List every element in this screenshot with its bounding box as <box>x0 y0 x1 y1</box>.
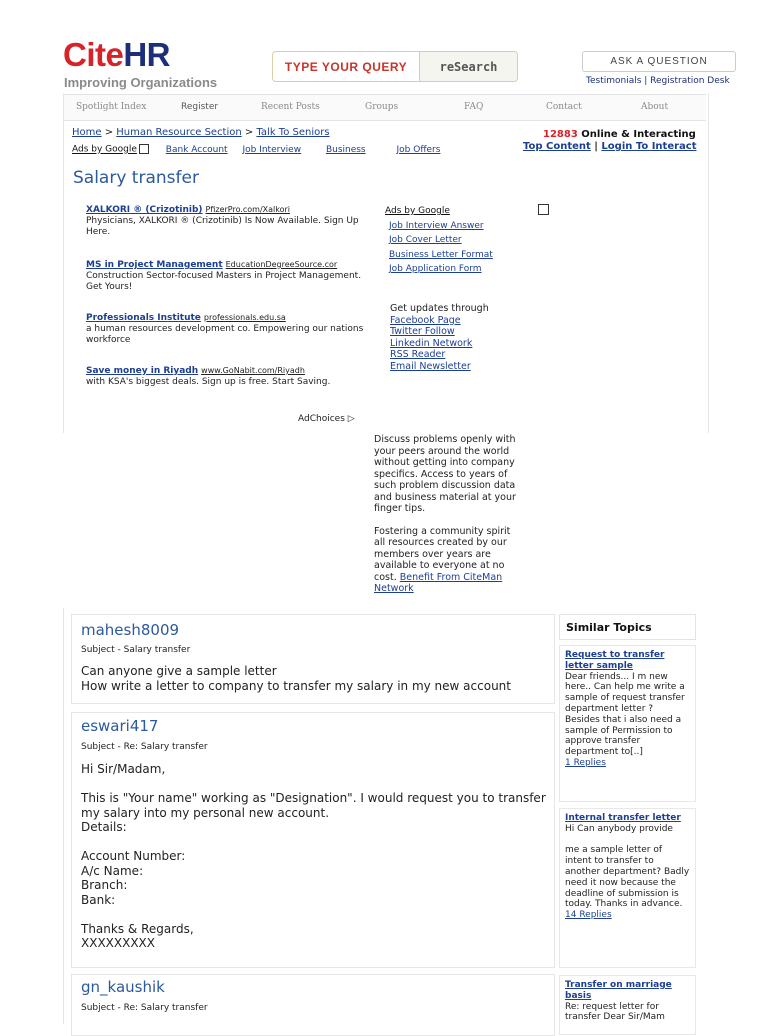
post-subject: Subject - Salary transfer <box>81 645 191 655</box>
ad-link[interactable]: Job Cover Letter <box>389 235 462 245</box>
citeman-link[interactable]: Benefit From CiteMan Network <box>374 571 503 594</box>
post-username[interactable]: mahesh8009 <box>81 621 180 639</box>
similar-topic-text: Dear friends... I m new here.. Can help me write a sample of request transfer department letter ? Besides that i also need a sample of Permission to approve transfer department to[..] <box>565 671 685 758</box>
top-links-2: Top Content | Login To Interact <box>523 141 697 152</box>
ad-title[interactable]: Professionals Institute <box>86 313 201 323</box>
newsletter-link[interactable]: Email Newsletter <box>390 360 471 372</box>
top-content-link[interactable]: Top Content <box>523 141 591 152</box>
similar-topic-text: Hi Can anybody provide me a sample letter of intent to transfer to another department? Badly need it now because the deadline of submission is today. Thanks in advance. <box>565 823 690 910</box>
similar-topic <box>559 645 696 802</box>
similar-topic <box>559 808 696 968</box>
ad-link[interactable]: Job Application Form <box>389 264 482 274</box>
ad-link[interactable]: Job Interview Answer <box>389 220 484 231</box>
post-username[interactable]: eswari417 <box>81 717 159 735</box>
post-body: Hi Sir/Madam, This is "Your name" working as "Designation". I would request you to transfer my salary into my personal new account. Details: Account Number: A/c Name: Branch: Bank: Thanks & Regards, XXXXXXXXX <box>81 762 546 950</box>
adchoices[interactable] <box>298 414 355 424</box>
breadcrumb-sub[interactable]: Talk To Seniors <box>256 127 330 138</box>
login-link[interactable]: Login To Interact <box>601 141 697 152</box>
nav-faq[interactable]: FAQ <box>464 102 484 112</box>
ad-block[interactable] <box>86 259 366 293</box>
tagline: Improving Organizations <box>64 75 218 90</box>
updates-box <box>390 303 489 372</box>
post <box>71 974 555 1036</box>
page-title: Salary transfer <box>73 168 199 188</box>
rss-link[interactable]: RSS Reader <box>390 349 446 360</box>
post-subject: Subject - Re: Salary transfer <box>81 742 208 752</box>
ask-question-button[interactable]: ASK A QUESTION <box>582 51 736 72</box>
ad-link-bank-account[interactable]: Bank Account <box>165 144 228 155</box>
top-links: Testimonials | Registration Desk <box>586 76 730 86</box>
ads-by-google-label-2[interactable]: Ads by Google <box>385 206 450 216</box>
nav-spotlight-index[interactable]: Spotlight Index <box>76 102 147 112</box>
ad-link-job-interview[interactable]: Job Interview <box>242 144 302 155</box>
adchoices-label: AdChoices <box>298 414 345 424</box>
similar-topic-title[interactable]: Internal transfer letter <box>565 813 681 823</box>
nav-register[interactable]: Register <box>181 102 219 112</box>
ad-title[interactable]: XALKORI ® (Crizotinib) <box>86 205 203 215</box>
ad-url[interactable]: professionals.edu.sa <box>203 313 286 322</box>
search-input[interactable]: TYPE YOUR QUERY <box>273 52 420 81</box>
breadcrumb: Home > Human Resource Section > Talk To Seniors <box>72 127 330 138</box>
description-paragraph: Fostering a community spirit all resources created by our members over years are available to everyone at no cost. Benefit From CiteMan Network <box>374 525 511 594</box>
ad-text: Physicians, XALKORI ® (Crizotinib) Is Now Available. Sign Up Here. <box>86 216 359 237</box>
ad-title[interactable]: Save money in Riyadh <box>86 366 199 376</box>
ad-url[interactable]: PfizerPro.com/Xalkori <box>205 205 291 214</box>
breadcrumb-section[interactable]: Human Resource Section <box>116 127 242 138</box>
post-subject: Subject - Re: Salary transfer <box>81 1003 208 1013</box>
external-link-icon[interactable] <box>538 204 549 215</box>
similar-topic-title[interactable]: Transfer on marriage basis <box>565 980 672 1001</box>
ad-text: with KSA's biggest deals. Sign up is free. Start Saving. <box>86 377 331 387</box>
ad-text: a human resources development co. Empowering our nations workforce <box>86 324 364 345</box>
registration-desk-link[interactable]: Registration Desk <box>650 76 730 86</box>
ad-title[interactable]: MS in Project Management <box>86 260 223 270</box>
post-body: Can anyone give a sample letter How write a letter to company to transfer my salary in my new account <box>81 664 511 693</box>
nav-recent-posts[interactable]: Recent Posts <box>261 102 320 112</box>
similar-topic <box>559 975 696 1035</box>
post <box>71 614 555 704</box>
similar-topic-replies[interactable]: 1 Replies <box>565 757 606 768</box>
external-link-icon <box>139 144 149 154</box>
similar-topic-text: Re: request letter for transfer Dear Sir/Mam <box>565 1001 665 1023</box>
ad-link-job-offers[interactable]: Job Offers <box>396 144 441 155</box>
post-username[interactable]: gn_kaushik <box>81 978 165 996</box>
ad-block[interactable] <box>86 204 366 238</box>
ads-row <box>72 144 440 155</box>
site-description <box>374 434 524 606</box>
online-count <box>543 129 696 140</box>
ad-block[interactable] <box>86 312 366 346</box>
search-box <box>272 51 518 82</box>
similar-topic-title[interactable]: Request to transfer letter sample <box>565 650 665 671</box>
adchoices-icon: ▷ <box>347 414 355 424</box>
breadcrumb-home[interactable]: Home <box>72 127 102 138</box>
logo-cite: Cite <box>63 36 124 73</box>
online-number: 12883 <box>543 129 578 140</box>
ad-text: Construction Sector-focused Masters in Project Management. Get Yours! <box>86 271 362 292</box>
similar-topic-replies[interactable]: 14 Replies <box>565 910 612 921</box>
nav-about[interactable]: About <box>641 102 669 112</box>
ads-list <box>385 204 493 277</box>
online-label: Online & Interacting <box>581 129 696 140</box>
logo-hr: HR <box>123 36 171 73</box>
nav-contact[interactable]: Contact <box>546 102 582 112</box>
testimonials-link[interactable]: Testimonials <box>586 76 642 86</box>
linkedin-link[interactable]: Linkedin Network <box>390 337 473 349</box>
main-nav <box>64 94 706 121</box>
similar-topics-heading: Similar Topics <box>559 614 696 640</box>
description-paragraph: Discuss problems openly with your peers around the world without getting into company specifics. Access to years of such problem discussion data and business material at your finger tips. <box>374 434 516 514</box>
divider <box>63 608 64 1024</box>
ad-url[interactable]: EducationDegreeSource.cor <box>225 260 338 269</box>
updates-intro: Get updates through <box>390 303 489 314</box>
ad-link-business[interactable]: Business <box>325 144 366 155</box>
ad-url[interactable]: www.GoNabit.com/Riyadh <box>201 366 305 375</box>
post <box>71 712 555 968</box>
twitter-link[interactable]: Twitter Follow <box>390 326 455 337</box>
facebook-link[interactable]: Facebook Page <box>390 314 461 326</box>
nav-groups[interactable]: Groups <box>365 102 399 112</box>
ad-link[interactable]: Business Letter Format <box>389 249 493 260</box>
ad-block[interactable] <box>86 365 366 388</box>
ads-by-google-label[interactable]: Ads by Google <box>72 144 137 155</box>
research-button[interactable]: reSearch <box>420 52 517 81</box>
citehr-logo[interactable] <box>63 38 170 71</box>
